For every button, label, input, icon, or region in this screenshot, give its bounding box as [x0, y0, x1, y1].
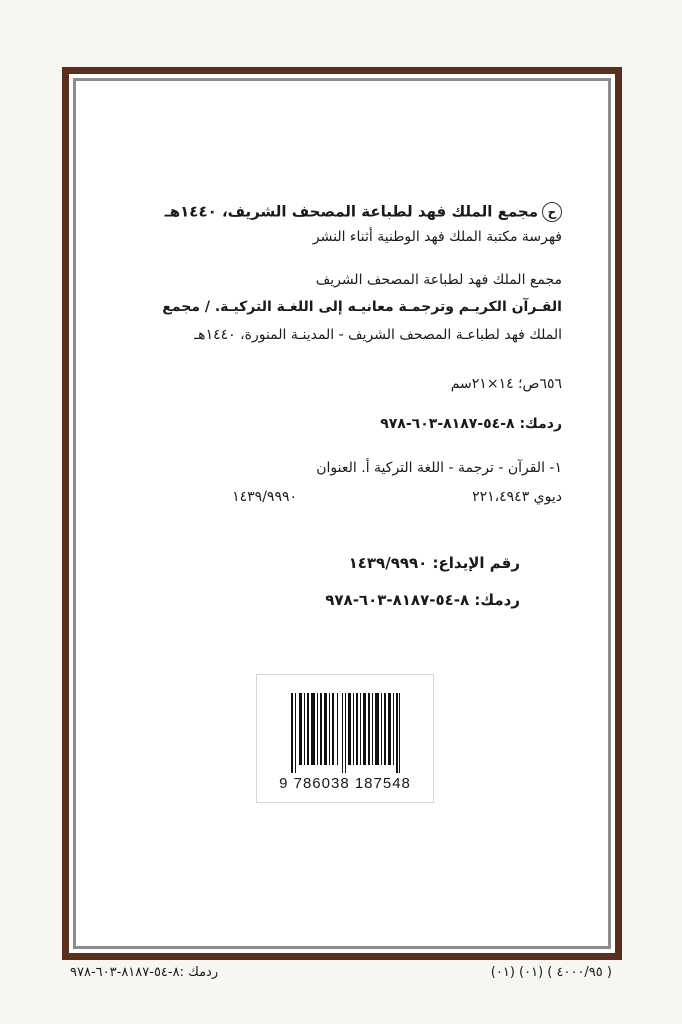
deposit-number: رقم الإيداع: ١٤٣٩/٩٩٩٠ — [348, 554, 520, 572]
cataloging-block — [122, 196, 562, 646]
dewey-number: ١٤٣٩/٩٩٩٠ — [232, 489, 297, 505]
footer-isbn: ردمك :٨-٥٤-٨١٨٧-٦٠٣-٩٧٨ — [70, 965, 219, 980]
isbn-line-2: ردمك: ٨-٥٤-٨١٨٧-٦٠٣-٩٧٨ — [325, 591, 520, 609]
barcode — [256, 674, 434, 803]
footer-print-info: ( ٤٠٠٠/٩٥ ) (٠١) (٠١) — [490, 965, 612, 980]
physical-description: ٦٥٦ص؛ ١٤×٢١سم — [450, 376, 562, 392]
copyright-symbol: ح — [542, 202, 562, 222]
title-line-2: الملك فهد لطباعـة المصحف الشريف - المدينـة المنورة، ١٤٤٠هـ — [194, 327, 562, 343]
subjects-line: ١- القرآن - ترجمة - اللغة التركية أ. العنوان — [316, 460, 562, 476]
cataloging-title: فهرسة مكتبة الملك فهد الوطنية أثناء النشر — [312, 229, 562, 245]
title-line-1: القـرآن الكريـم وترجمـة معانيـه إلى اللغـة التركيـة. / مجمع — [162, 299, 562, 315]
page-border — [62, 67, 622, 960]
dewey-line: ديوي ٢٢١،٤٩٤٣ — [472, 489, 562, 505]
barcode-digits: 9 786038 187548 — [279, 775, 411, 792]
barcode-bars — [291, 693, 401, 773]
inner-border — [73, 78, 611, 949]
copyright-line: حمجمع الملك فهد لطباعة المصحف الشريف، ١٤٤٠هـ — [165, 202, 562, 222]
author-entry: مجمع الملك فهد لطباعة المصحف الشريف — [315, 272, 562, 288]
isbn-line: ردمك: ٨-٥٤-٨١٨٧-٦٠٣-٩٧٨ — [380, 416, 562, 432]
